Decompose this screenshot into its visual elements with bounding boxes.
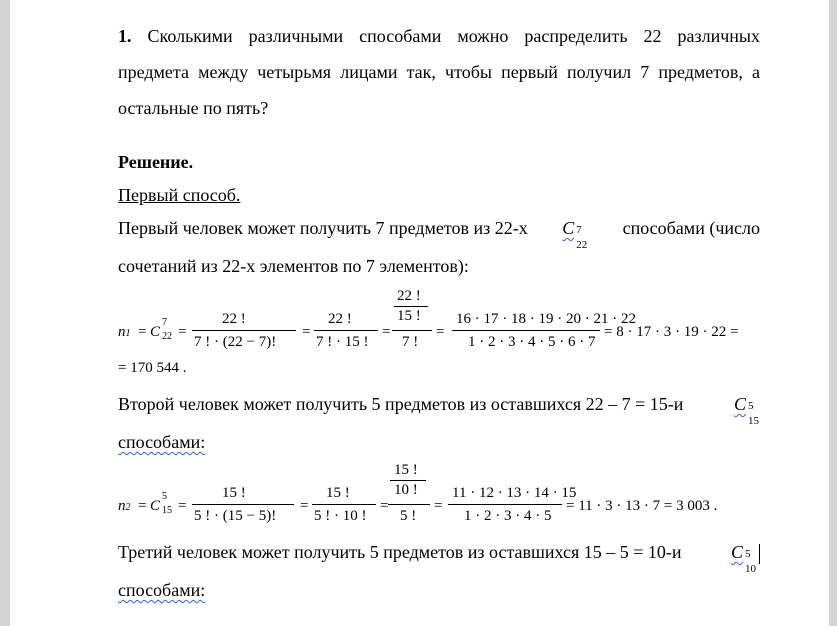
- f1-frac3-innerbar: [394, 306, 428, 307]
- f2-comb-sub: 15: [162, 505, 172, 516]
- document-page: [10, 0, 829, 626]
- task-text-1: Сколькими различными способами можно распределить 22 различных: [147, 26, 760, 46]
- f2-frac3-bar: [388, 504, 430, 505]
- step1-text-pre: Первый человек может получить 7 предметов из 22-х: [118, 218, 528, 238]
- step2-line-2: [118, 424, 205, 460]
- f2-frac4-num: 11 · 12 · 13 · 14 · 15: [452, 485, 577, 501]
- text-cursor: [759, 544, 760, 564]
- combination-symbol: C: [562, 218, 575, 238]
- f2-frac4-bar: [448, 504, 562, 505]
- f2-frac4-den: 1 · 2 · 3 · 4 · 5: [464, 508, 552, 524]
- step1-combination: [562, 210, 588, 251]
- f1-comb: C: [150, 324, 161, 340]
- f1-comb-sup: 7: [162, 317, 167, 328]
- f2-tail: = 11 · 3 · 13 · 7 = 3 003 .: [566, 498, 718, 514]
- f2-frac3-numnum: 15 !: [394, 462, 418, 478]
- f2-comb-sup: 5: [162, 491, 167, 502]
- task-line-3: остальные по пять?: [118, 98, 269, 118]
- f2-lhs: n2: [118, 498, 131, 514]
- f1-frac4-den: 1 · 2 · 3 · 4 · 5 · 6 · 7: [468, 334, 596, 350]
- step3-combination: C 5 10: [731, 534, 760, 570]
- page-margin-right: [829, 0, 837, 626]
- task-line-2: предмета между четырьмя лицами так, чтобы первый получил 7 предметов, а: [118, 62, 760, 82]
- f1-lhs: n1: [118, 324, 131, 340]
- step2-combination: C 5 15: [733, 394, 759, 427]
- f1-result: = 170 544 .: [118, 360, 187, 376]
- step2-line-1: [118, 386, 760, 427]
- f1-tail: = 8 · 17 · 3 · 19 · 22 =: [604, 324, 739, 340]
- f2-frac2-num: 15 !: [326, 485, 350, 501]
- f1-frac1-bar: [192, 330, 296, 331]
- f1-frac4-num: 16 · 17 · 18 · 19 · 20 · 21 · 22: [456, 311, 636, 327]
- f1-eq1: =: [138, 324, 147, 340]
- f2-frac3-den: 5 !: [400, 508, 417, 524]
- task-number: 1.: [118, 26, 132, 46]
- f2-frac3-innerbar: [390, 480, 426, 481]
- step1-line-1: [118, 210, 760, 251]
- step2-text-pre: Второй человек может получить 5 предметов из оставшихся 22 – 7 = 15-и: [118, 394, 684, 414]
- task-line-1: [118, 18, 760, 54]
- step1-line-2: сочетаний из 22-х элементов по 7 элементов):: [118, 256, 469, 276]
- f1-frac3-bar: [392, 330, 432, 331]
- step2-text-2: способами:: [118, 432, 206, 452]
- f1-frac3-numden: 15 !: [397, 308, 421, 324]
- f2-comb: C: [150, 498, 161, 514]
- f1-frac2-den: 7 ! · 15 !: [316, 334, 369, 350]
- f1-frac1-num: 22 !: [222, 311, 246, 327]
- task-paragraph: [118, 18, 760, 126]
- f1-frac4-bar: [452, 330, 600, 331]
- page-margin-left: [0, 0, 10, 626]
- f2-frac1-bar: [192, 504, 294, 505]
- f2-frac1-num: 15 !: [222, 485, 246, 501]
- f2-frac2-den: 5 ! · 10 !: [314, 508, 367, 524]
- comb-sup: 7: [576, 223, 582, 236]
- f1-frac2-num: 22 !: [328, 311, 352, 327]
- f1-frac2-bar: [314, 330, 378, 331]
- f1-frac1-den: 7 ! · (22 − 7)!: [194, 334, 277, 350]
- comb-sub: 22: [576, 238, 588, 251]
- step3-line-1: [118, 534, 760, 575]
- step1-text-post: способами (число: [622, 218, 760, 238]
- step3-line-2: [118, 572, 205, 608]
- method-title: Первый способ.: [118, 185, 241, 205]
- f1-frac3-numnum: 22 !: [397, 288, 421, 304]
- f1-comb-sub: 22: [162, 331, 172, 342]
- f2-frac2-bar: [312, 504, 376, 505]
- f1-frac3-den: 7 !: [402, 334, 419, 350]
- solution-heading: Решение.: [118, 152, 194, 172]
- formula-2: n2 = C 5 15 = 15 ! 5 ! · (15 − 5)! = 15 ! 5 ! · 10 ! = 15 ! 10 ! 5 ! = 11 · 12 · 13 · 14 · 15 1 · 2 · 3 · 4 · 5 = 11 · 3 · 13 · 7 = 3 003 .: [118, 462, 718, 524]
- f2-frac3-numden: 10 !: [394, 482, 418, 498]
- formula-1: n1 = C 7 22 = 22 ! 7 ! · (22 − 7)! = 22 ! 7 ! · 15 ! = 22 ! 15 ! 7 ! = 16 · 17 · 18 · 19 · 20 · 21 · 22 1 · 2 · 3 · 4 · 5 · 6 · 7 = 8 · 17 · 3 · 19 · 22 = = 170 544 .: [118, 288, 739, 376]
- step3-text-2: способами:: [118, 580, 206, 600]
- f2-frac1-den: 5 ! · (15 − 5)!: [194, 508, 277, 524]
- step3-text-pre: Третий человек может получить 5 предметов из оставшихся 15 – 5 = 10-и: [118, 542, 682, 562]
